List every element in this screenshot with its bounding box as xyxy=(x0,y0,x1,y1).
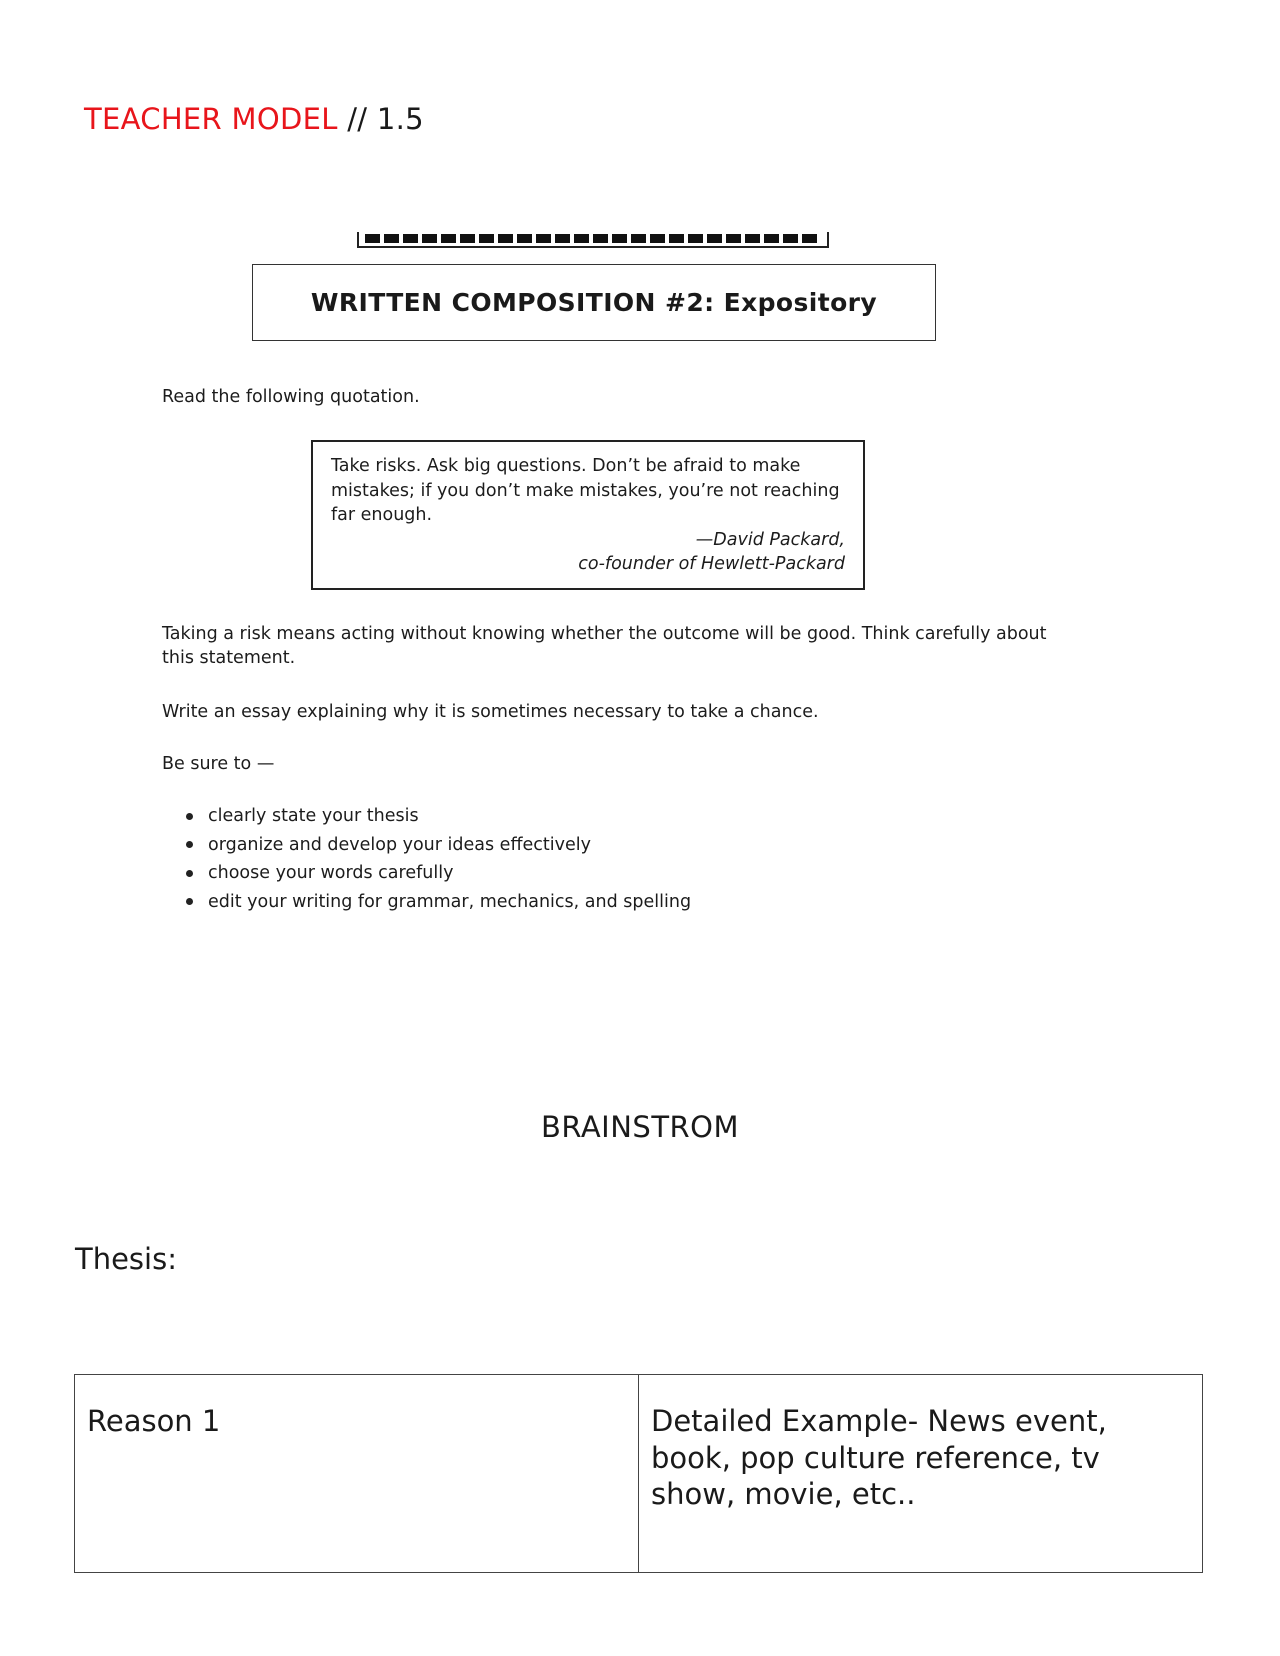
list-item-text: clearly state your thesis xyxy=(208,806,419,826)
reason-cell[interactable]: Reason 1 xyxy=(75,1375,639,1573)
barcode-stamp xyxy=(357,232,829,248)
list-item-text: edit your writing for grammar, mechanics, and spelling xyxy=(208,891,692,912)
read-instruction: Read the following quotation. xyxy=(162,387,420,407)
bullet-icon xyxy=(186,841,193,848)
risk-paragraph: Taking a risk means acting without knowing whether the outcome will be good. Think carefully about this statement. xyxy=(162,624,1047,668)
quotation-text: Take risks. Ask big questions. Don’t be afraid to make mistakes; if you don’t make mistakes, you’re not reaching far enough. xyxy=(331,456,840,525)
list-item xyxy=(186,888,691,917)
teacher-model-label: TEACHER MODEL xyxy=(84,102,338,136)
reason-table xyxy=(74,1374,1203,1573)
thesis-label: Thesis: xyxy=(75,1242,177,1276)
page-header xyxy=(84,102,424,136)
bullet-icon xyxy=(186,870,193,877)
requirements-list xyxy=(186,802,691,916)
list-item xyxy=(186,831,691,860)
prompt-title-box xyxy=(252,264,936,341)
quotation-box xyxy=(311,440,865,590)
quotation-author: —David Packard, xyxy=(695,529,845,550)
be-sure-to-label: Be sure to — xyxy=(162,754,275,774)
prompt-title: WRITTEN COMPOSITION #2: Expository xyxy=(310,288,878,317)
table-row xyxy=(75,1375,1203,1573)
barcode-bar xyxy=(365,234,821,243)
example-cell[interactable]: Detailed Example- News event, book, pop culture reference, tv show, movie, etc.. xyxy=(639,1375,1203,1573)
list-item xyxy=(186,802,691,831)
quotation-author-role: co-founder of Hewlett-Packard xyxy=(578,554,845,574)
brainstorm-heading: BRAINSTROM xyxy=(540,1110,740,1144)
list-item-text: organize and develop your ideas effectively xyxy=(208,834,591,855)
essay-instruction: Write an essay explaining why it is sometimes necessary to take a chance. xyxy=(162,702,819,722)
bullet-icon xyxy=(186,898,193,905)
section-number: // 1.5 xyxy=(337,102,424,136)
list-item xyxy=(186,859,691,888)
list-item-text: choose your words carefully xyxy=(208,863,454,883)
bullet-icon xyxy=(186,813,193,820)
